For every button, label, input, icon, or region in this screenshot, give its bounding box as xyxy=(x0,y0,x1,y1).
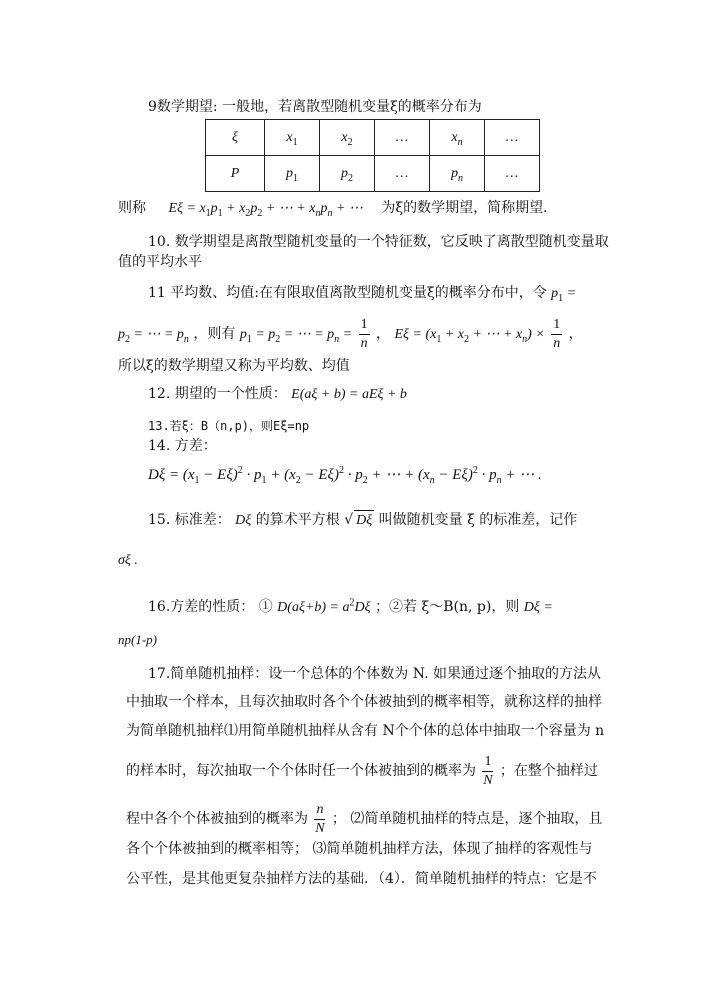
item11-line1: 11 平均数、均值:在有限取值离散型随机变量ξ的概率分布中，令 $p_1$ = xyxy=(148,285,577,304)
item17-line7: 公平性，是其他更复杂抽样方法的基础．（4）．简单随机抽样的特点：它是不 xyxy=(126,871,597,887)
item17-line5: 程中各个个体被抽到的概率为 $\frac{n}{N}$ ； ⑵简单随机抽样的特点是，逐个抽取，且 xyxy=(126,801,603,836)
probability-distribution-table xyxy=(205,119,540,192)
table-cell: … xyxy=(375,120,430,156)
item9-expectation-line: 则称 $E\xi = x_1p_1 + x_2p_2$ + ⋯ + $x_np_n$ + ⋯ 为ξ的数学期望，简称期望． xyxy=(118,200,558,219)
fraction-1-over-N: $\frac{1}{N}$ xyxy=(483,753,493,788)
item13: 13.若ξ：B（n,p)，则Eξ=np xyxy=(148,419,310,433)
table-cell: $x_1$ xyxy=(265,120,320,156)
table-cell: … xyxy=(485,156,540,192)
item16-line1: 16.方差的性质： ① $D(a\xi+b) = a^2D\xi$ ；②若 ξ～B(n, p)，则 Dξ = xyxy=(148,597,553,615)
table-cell: $x_2$ xyxy=(320,120,375,156)
table-row xyxy=(206,156,540,192)
fraction-1-over-n: $\frac{1}{n}$ xyxy=(553,316,561,351)
table-cell: $p_2$ xyxy=(320,156,375,192)
item11-line3: 所以ξ的数学期望又称为平均数、均值 xyxy=(118,358,350,374)
item17-line6: 各个个体被抽到的概率相等； ⑶简单随机抽样方法，体现了抽样的客观性与 xyxy=(126,841,593,857)
sqrt-d-xi: Dξ xyxy=(354,510,374,531)
item14: 14. 方差： xyxy=(148,438,217,454)
item15-line1: 15. 标准差： Dξ 的算术平方根 √ Dξ 叫做随机变量 ξ 的标准差，记作 xyxy=(148,510,577,531)
item17-line2: 中抽取一个样本，且每次抽取时各个个体被抽到的概率相等，就称这样的抽样 xyxy=(126,694,602,710)
variance-formula: $D\xi = (x_1 - E\xi)^2 \cdot p_1 + (x_2 - E\xi)^2 \cdot p_2$ + ⋯ + $(x_n - E\xi)^2 \cdot p_n$ + ⋯ . xyxy=(148,465,542,486)
table-cell: … xyxy=(485,120,540,156)
table-cell: P xyxy=(206,156,265,192)
item11-line2: $p_2$ = ⋯ = $p_n$ ，则有 $p_1 = p_2$ = ⋯ = $p_n$ = $\frac{1}{n}$ ， $E\xi = (x_1 + x_2$ + ⋯ + $x_n$) × $\frac{1}{n}$ ， xyxy=(118,316,583,351)
item10-line1: 10. 数学期望是离散型随机变量的一个特征数，它反映了离散型随机变量取 xyxy=(148,234,609,250)
table-cell: $p_n$ xyxy=(430,156,485,192)
table-cell: ξ xyxy=(206,120,265,156)
item17-line3: 为简单随机抽样⑴用简单随机抽样从含有 N个个体的总体中抽取一个容量为 n xyxy=(126,723,605,739)
item9-intro: 9数学期望: 一般地，若离散型随机变量ξ的概率分布为 xyxy=(148,99,482,115)
table-cell: $x_n$ xyxy=(430,120,485,156)
item10-line2: 值的平均水平 xyxy=(118,254,202,270)
table-cell: $p_1$ xyxy=(265,156,320,192)
expectation-formula: $E\xi = x_1p_1 + x_2p_2$ + ⋯ + $x_np_n$ + ⋯ xyxy=(168,201,363,219)
table-row xyxy=(206,120,540,156)
item16-line2: np(1-p) xyxy=(118,632,157,647)
fraction-n-over-N: $\frac{n}{N}$ xyxy=(315,801,325,836)
table-cell: … xyxy=(375,156,430,192)
fraction-1-over-n: $\frac{1}{n}$ xyxy=(360,316,368,351)
item12: 12. 期望的一个性质： E(aξ + b) = aEξ + b xyxy=(148,386,407,402)
item15-sigma: σξ . xyxy=(118,553,138,568)
item17-line1: 17.简单随机抽样：设一个总体的个体数为 N. 如果通过逐个抽取的方法从 xyxy=(148,666,601,682)
item17-line4: 的样本时，每次抽取一个个体时任一个体被抽到的概率为 $\frac{1}{N}$ ；在整个抽样过 xyxy=(126,753,598,788)
